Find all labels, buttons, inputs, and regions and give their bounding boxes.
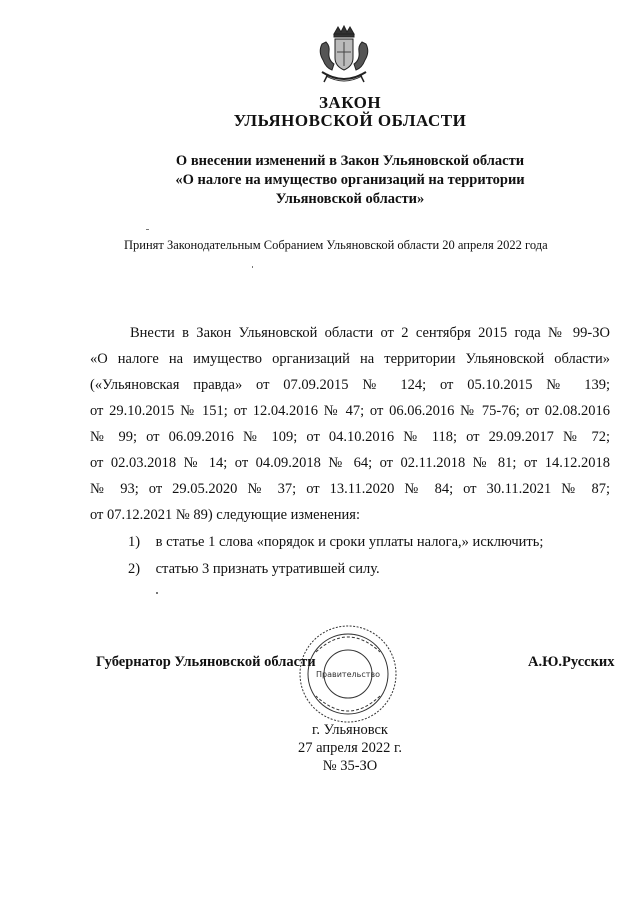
law-number: № 35-ЗО — [322, 758, 378, 774]
body-line: («Ульяновская правда» от 07.09.2015 № 124; от 05.10.2015 № 139; — [90, 377, 610, 393]
signatory-name: А.Ю.Русских — [528, 654, 615, 670]
coat-of-arms-icon — [314, 24, 374, 88]
subject-line: «О налоге на имущество организаций на территории — [175, 172, 525, 188]
body-line: от 07.12.2021 № 89) следующие изменения: — [90, 507, 360, 523]
scan-speck — [252, 266, 253, 268]
change-number: 1) — [128, 534, 141, 550]
stamp-text: Правительство — [316, 670, 380, 679]
law-title-line2: УЛЬЯНОВСКОЙ ОБЛАСТИ — [233, 111, 467, 130]
body-line: Внести в Закон Ульяновской области от 2 сентября 2015 года № 99-ЗО — [130, 325, 610, 341]
body-line: «О налоге на имущество организаций на территории Ульяновской области» — [90, 351, 610, 367]
change-text: в статье 1 слова «порядок и сроки уплаты налога,» исключить; — [155, 534, 544, 550]
subject-line: Ульяновской области» — [275, 191, 425, 207]
place-date: 27 апреля 2022 г. — [298, 740, 402, 756]
change-item — [128, 534, 543, 551]
body-paragraph — [90, 320, 610, 528]
signatory-position: Губернатор Ульяновской области — [96, 654, 316, 670]
scan-speck — [156, 592, 158, 594]
body-line: № 93; от 29.05.2020 № 37; от 13.11.2020 № 84; от 30.11.2021 № 87; — [90, 481, 610, 497]
adoption-note: Принят Законодательным Собранием Ульяновской области 20 апреля 2022 года — [124, 238, 548, 252]
change-item — [128, 561, 380, 578]
subject-line: О внесении изменений в Закон Ульяновской области — [175, 153, 525, 169]
change-text: статью 3 признать утратившей силу. — [155, 561, 380, 577]
law-subject — [0, 152, 640, 209]
scan-speck — [146, 229, 149, 230]
body-line: от 02.03.2018 № 14; от 04.09.2018 № 64; от 02.11.2018 № 81; от 14.12.2018 — [90, 455, 610, 471]
place-city: г. Ульяновск — [312, 722, 388, 738]
body-line: от 29.10.2015 № 151; от 12.04.2016 № 47; от 06.06.2016 № 75-76; от 02.08.2016 — [90, 403, 610, 419]
change-number: 2) — [128, 561, 141, 577]
body-line: № 99; от 06.09.2016 № 109; от 04.10.2016 № 118; от 29.09.2017 № 72; — [90, 429, 610, 445]
law-title-line1: ЗАКОН — [318, 93, 382, 112]
official-seal-icon — [296, 622, 400, 726]
